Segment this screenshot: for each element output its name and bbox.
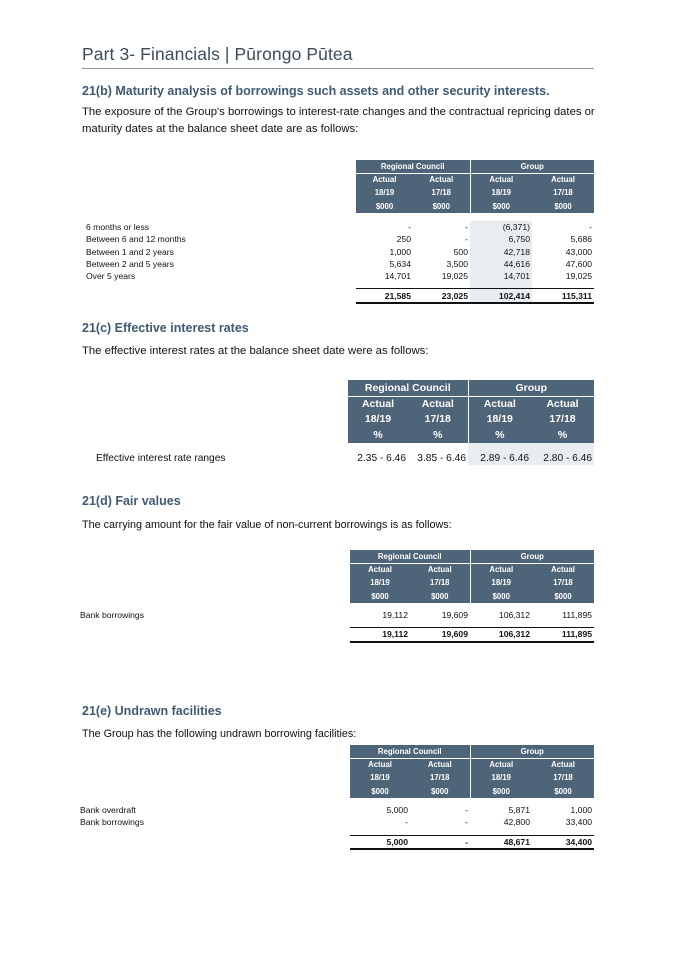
cell-value: 1,000 xyxy=(570,805,593,816)
table-row xyxy=(86,270,594,282)
total-row xyxy=(80,628,594,642)
cell-value: 2.80 - 6.46 xyxy=(531,451,594,465)
cell-value: 42,718 xyxy=(470,246,532,258)
cell-value: - xyxy=(465,234,468,245)
cell-value: 500 xyxy=(453,246,468,257)
header-actual: Actual xyxy=(348,396,408,411)
header-group: Group xyxy=(468,380,594,396)
header-actual: Actual xyxy=(532,758,594,771)
cell-value: - xyxy=(465,222,468,233)
interest-table xyxy=(96,380,594,465)
cell-value: 2.35 - 6.46 xyxy=(357,452,406,464)
fair-values-table xyxy=(80,550,594,643)
header-actual: Actual xyxy=(531,396,594,411)
total-value: 102,414 xyxy=(470,289,532,303)
cell-value: 5,871 xyxy=(508,805,530,816)
table-row xyxy=(80,804,594,816)
cell-value: 6,750 xyxy=(470,233,532,245)
header-unit: $000 xyxy=(470,589,532,603)
header-year: 18/19 xyxy=(470,771,532,784)
header-year: 17/18 xyxy=(531,411,594,426)
header-unit: $000 xyxy=(350,784,410,798)
header-year: 17/18 xyxy=(410,771,470,784)
total-value: 19,609 xyxy=(410,628,470,642)
cell-value: 19,609 xyxy=(441,610,468,621)
header-group: Group xyxy=(470,550,594,563)
header-unit: $000 xyxy=(470,784,532,798)
header-year: 17/18 xyxy=(408,411,468,426)
header-actual: Actual xyxy=(470,173,532,186)
header-year: 18/19 xyxy=(470,576,532,589)
row-label: 6 months or less xyxy=(86,222,150,233)
header-year: 17/18 xyxy=(532,186,594,199)
header-unit: $000 xyxy=(532,589,594,603)
header-year: 18/19 xyxy=(350,576,410,589)
cell-value: 14,701 xyxy=(384,271,411,282)
table-row xyxy=(86,233,594,245)
header-actual: Actual xyxy=(468,396,531,411)
header-actual: Actual xyxy=(350,563,410,576)
cell-value: 14,701 xyxy=(470,270,532,282)
header-year: 17/18 xyxy=(532,771,594,784)
table-row xyxy=(80,816,594,828)
maturity-table xyxy=(86,160,594,304)
header-group: Group xyxy=(470,745,594,758)
header-unit: $000 xyxy=(470,199,532,213)
total-row xyxy=(80,835,594,849)
undrawn-table xyxy=(80,745,594,850)
header-regional-council: Regional Council xyxy=(348,380,468,396)
header-regional-council: Regional Council xyxy=(356,160,470,173)
cell-value: - xyxy=(589,222,593,233)
total-value: - xyxy=(410,835,470,849)
total-value: 5,000 xyxy=(350,835,410,849)
header-unit: $000 xyxy=(532,784,594,798)
cell-value: 19,025 xyxy=(565,271,593,282)
table-row xyxy=(80,609,594,621)
interest-heading: 21(c) Effective interest rates xyxy=(82,321,249,335)
total-value: 106,312 xyxy=(470,628,532,642)
header-unit: % xyxy=(348,426,408,443)
header-unit: $000 xyxy=(410,784,470,798)
row-label: Between 2 and 5 years xyxy=(86,259,174,270)
header-group: Group xyxy=(470,160,594,173)
header-year: 17/18 xyxy=(410,576,470,589)
total-value: 34,400 xyxy=(532,835,594,849)
cell-value: 5,000 xyxy=(386,805,408,816)
fair-values-heading: 21(d) Fair values xyxy=(82,494,181,508)
cell-value: 33,400 xyxy=(565,817,593,828)
header-unit: $000 xyxy=(413,199,470,213)
header-actual: Actual xyxy=(470,758,532,771)
undrawn-intro: The Group has the following undrawn borrowing facilities: xyxy=(82,728,357,740)
header-year: 18/19 xyxy=(356,186,413,199)
header-regional-council: Regional Council xyxy=(350,745,470,758)
cell-value: - xyxy=(465,805,468,816)
table-row xyxy=(86,221,594,233)
row-label: Between 6 and 12 months xyxy=(86,234,186,245)
total-value: 48,671 xyxy=(470,835,532,849)
header-regional-council: Regional Council xyxy=(350,550,470,563)
header-year: 17/18 xyxy=(532,576,594,589)
cell-value: 44,616 xyxy=(470,258,532,270)
maturity-heading: 21(b) Maturity analysis of borrowings such assets and other security interests. xyxy=(82,84,550,98)
cell-value: 19,112 xyxy=(382,610,408,621)
cell-value: - xyxy=(465,817,468,828)
row-label: Effective interest rate ranges xyxy=(96,452,226,464)
header-unit: $000 xyxy=(532,199,594,213)
cell-value: (6,371) xyxy=(470,221,532,233)
cell-value: 43,000 xyxy=(565,246,593,257)
undrawn-heading: 21(e) Undrawn facilities xyxy=(82,704,222,718)
cell-value: 3.85 - 6.46 xyxy=(417,452,467,464)
cell-value: 5,634 xyxy=(389,259,411,270)
cell-value: 1,000 xyxy=(389,246,411,257)
cell-value: - xyxy=(405,817,408,828)
cell-value: 106,312 xyxy=(498,610,530,621)
header-actual: Actual xyxy=(532,563,594,576)
row-label: Over 5 years xyxy=(86,271,136,282)
header-actual: Actual xyxy=(410,563,470,576)
total-row xyxy=(86,289,594,303)
cell-value: 3,500 xyxy=(446,259,468,270)
total-value: 115,311 xyxy=(532,289,594,303)
table-row xyxy=(86,246,594,258)
row-label: Bank borrowings xyxy=(80,817,145,828)
header-actual: Actual xyxy=(410,758,470,771)
total-value: 19,112 xyxy=(350,628,410,642)
cell-value: - xyxy=(408,222,411,233)
cell-value: 19,025 xyxy=(441,271,468,282)
cell-value: 250 xyxy=(396,234,411,245)
row-label: Bank overdraft xyxy=(80,805,136,816)
table-row xyxy=(96,451,594,465)
header-unit: $000 xyxy=(410,589,470,603)
header-actual: Actual xyxy=(413,173,470,186)
header-year: 18/19 xyxy=(470,186,532,199)
header-year: 18/19 xyxy=(350,771,410,784)
header-actual: Actual xyxy=(470,563,532,576)
header-unit: % xyxy=(408,426,468,443)
header-unit: % xyxy=(468,426,531,443)
interest-intro: The effective interest rates at the balance sheet date were as follows: xyxy=(82,345,429,357)
header-unit: $000 xyxy=(350,589,410,603)
table-row xyxy=(86,258,594,270)
row-label: Between 1 and 2 years xyxy=(86,246,174,257)
maturity-intro: The exposure of the Group's borrowings to interest-rate changes and the contractual repricing dates or maturity dates at the balance sheet date are as follows: xyxy=(82,106,595,135)
header-unit: % xyxy=(531,426,594,443)
header-year: 18/19 xyxy=(468,411,531,426)
header-actual: Actual xyxy=(408,396,468,411)
header-unit: $000 xyxy=(356,199,413,213)
header-actual: Actual xyxy=(532,173,594,186)
page-header-title: Part 3- Financials | Pūrongo Pūtea xyxy=(82,44,594,69)
cell-value: 5,686 xyxy=(570,234,593,245)
cell-value: 111,895 xyxy=(562,610,593,621)
cell-value: 47,600 xyxy=(565,259,593,270)
header-year: 17/18 xyxy=(413,186,470,199)
header-year: 18/19 xyxy=(348,411,408,426)
cell-value: 2.89 - 6.46 xyxy=(468,451,531,465)
fair-values-intro: The carrying amount for the fair value of non-current borrowings is as follows: xyxy=(82,519,452,531)
total-value: 111,895 xyxy=(532,628,594,642)
row-label: Bank borrowings xyxy=(80,610,145,621)
cell-value: 42,800 xyxy=(503,817,530,828)
total-value: 21,585 xyxy=(356,289,413,303)
header-actual: Actual xyxy=(356,173,413,186)
total-value: 23,025 xyxy=(413,289,470,303)
header-actual: Actual xyxy=(350,758,410,771)
